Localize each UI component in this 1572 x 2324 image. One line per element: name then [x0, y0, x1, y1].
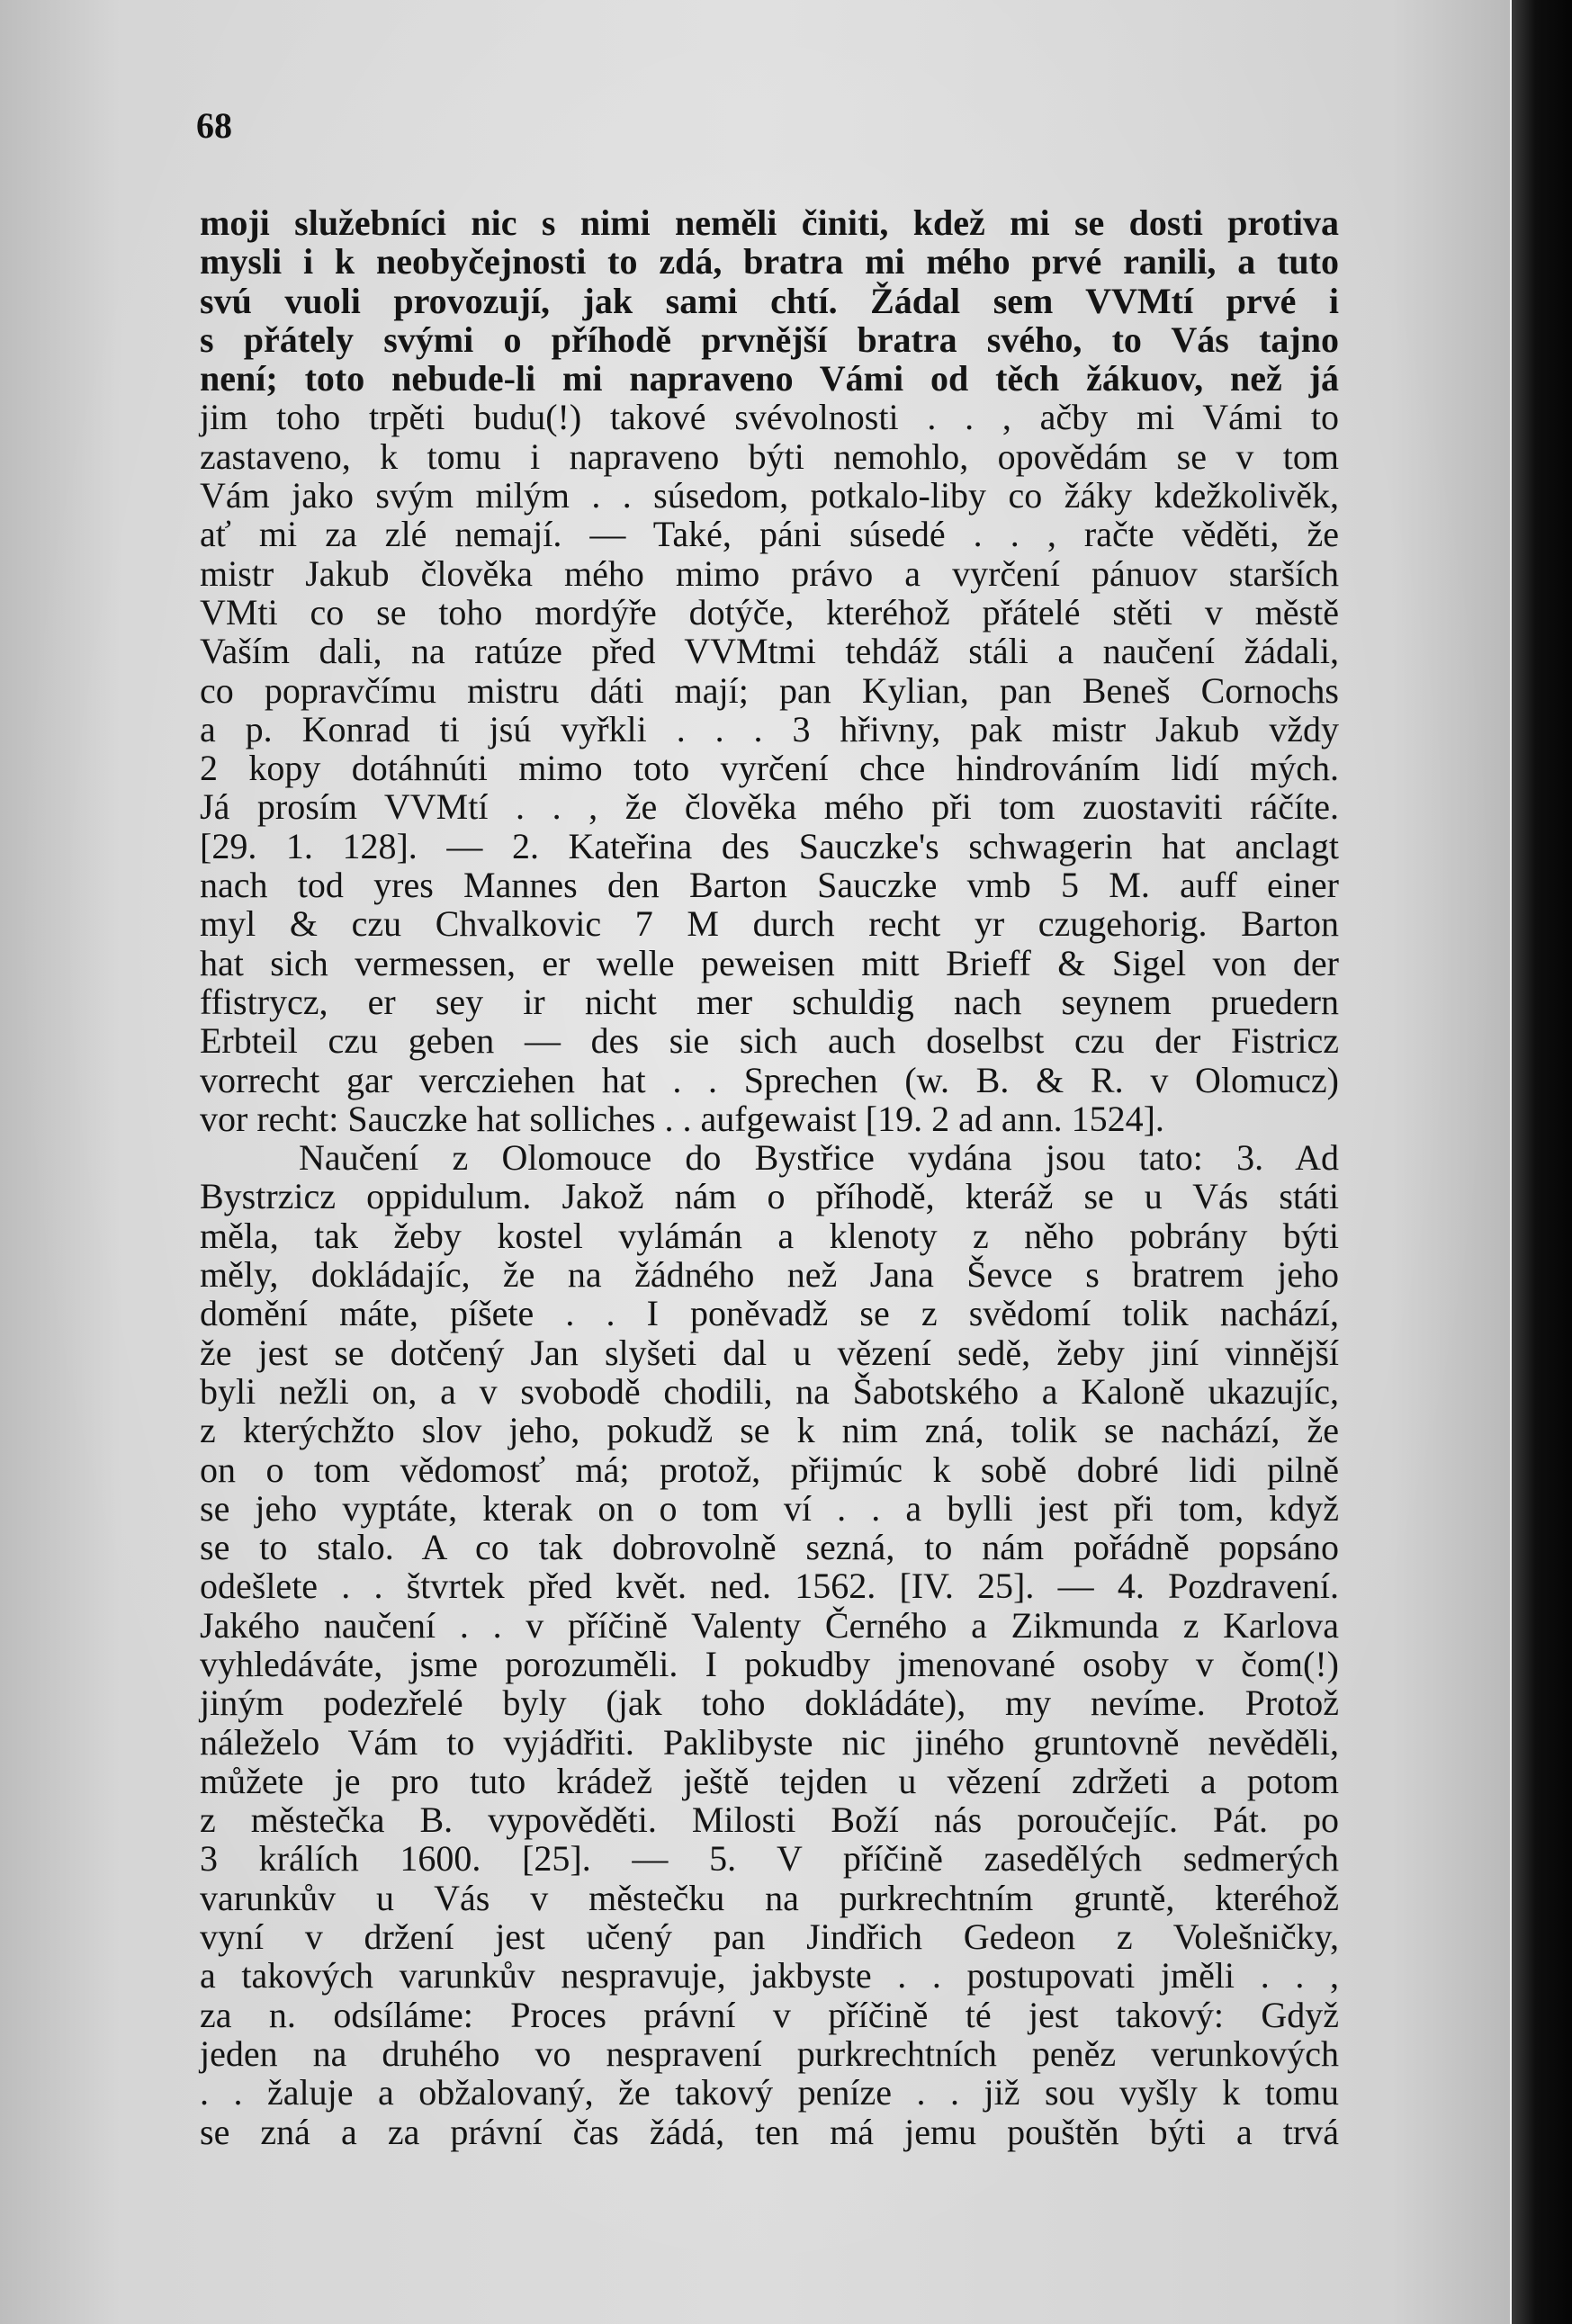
page-number: 68 [196, 105, 232, 146]
text-line: 2 kopy dotáhnúti mimo toto vyrčení chce hindrováním lidí mých. [200, 748, 1339, 789]
text-line: 3 králích 1600. [25]. — 5. V příčině zasedělých sedmerých [200, 1838, 1339, 1880]
text-line: Erbteil czu geben — des sie sich auch doselbst czu der Fistricz [200, 1020, 1339, 1062]
text-line: jim toho trpěti budu(!) takové svévolnosti . . , ačby mi Vámi to [200, 397, 1339, 438]
text-line: co popravčímu mistru dáti mají; pan Kylian, pan Beneš Cornochs [200, 669, 1339, 711]
text-line: můžete je pro tuto krádež ještě tejden u vězení zdržeti a potom [200, 1760, 1339, 1801]
text-line: VMti co se toho mordýře dotýče, kteréhož přátelé stěti v městě [200, 591, 1339, 633]
text-line: vyhledáváte, jsme porozuměli. I pokudby jmenované osoby v čom(!) [200, 1643, 1339, 1684]
text-line: odešlete . . štvrtek před květ. ned. 1562. [IV. 25]. — 4. Pozdravení. [200, 1566, 1339, 1607]
body-text [200, 203, 1339, 2151]
text-line: Bystrzicz oppidulum. Jakož nám o příhodě, kteráž se u Vás státi [200, 1176, 1339, 1217]
text-line: svú vuoli provozují, jak sami chtí. Žádal sem VVMtí prvé i [200, 280, 1339, 321]
text-line: hat sich vermessen, er welle peweisen mitt Brieff & Sigel von der [200, 942, 1339, 983]
text-line: měla, tak žeby kostel vylámán a klenoty z něho pobrány býti [200, 1215, 1339, 1256]
text-line: za n. odsíláme: Proces právní v příčině té jest takový: Gdyž [200, 1994, 1339, 2035]
text-line: [29. 1. 128]. — 2. Kateřina des Sauczke's schwagerin hat anclagt [200, 825, 1339, 866]
text-line: Jakého naučení . . v příčině Valenty Černého a Zikmunda z Karlova [200, 1604, 1339, 1646]
text-line: Vaším dali, na ratúze před VVMtmi tehdáž stáli a naučení žádali, [200, 631, 1339, 672]
text-line: náleželo Vám to vyjádřiti. Paklibyste nic jiného gruntovně nevěděli, [200, 1721, 1339, 1763]
text-line: Vám jako svým milým . . súsedom, potkalo-liby co žáky kdežkolivěk, [200, 475, 1339, 516]
text-line: varunkův u Vás v městečku na purkrechtním gruntě, kteréhož [200, 1877, 1339, 1918]
text-line: on o tom vědomosť má; protož, přijmúc k sobě dobré lidi pilně [200, 1449, 1339, 1490]
text-line: ať mi za zlé nemají. — Také, páni súsedé . . , račte věděti, že [200, 514, 1339, 555]
text-line: . . žaluje a obžalovaný, že takový peníze . . již sou vyšly k tomu [200, 2072, 1339, 2113]
text-line: vor recht: Sauczke hat solliches . . aufgewaist [19. 2 ad ann. 1524]. [200, 1098, 1164, 1139]
text-line: vyní v držení jest učený pan Jindřich Gedeon z Volešničky, [200, 1916, 1339, 1958]
text-line: byli nežli on, a v svobodě chodili, na Šabotského a Kaloně ukazujíc, [200, 1370, 1339, 1412]
text-line: se zná a za právní čas žádá, ten má jemu pouštěn býti a trvá [200, 2111, 1339, 2152]
text-line: mistr Jakub člověka mého mimo právo a vyrčení pánuov starších [200, 552, 1339, 594]
text-line: s přátely svými o příhodě prvnější bratra svého, to Vás tajno [200, 319, 1339, 360]
text-line: mysli i k neobyčejnosti to zdá, bratra mi mého prvé ranili, a tuto [200, 241, 1339, 283]
text-line: měly, dokládajíc, že na žádného než Jana Ševce s bratrem jeho [200, 1254, 1339, 1296]
text-line: vorrecht gar vercziehen hat . . Sprechen (w. B. & R. v Olomucz) [200, 1059, 1339, 1100]
text-line: ffistrycz, er sey ir nicht mer schuldig nach seynem pruedern [200, 981, 1339, 1022]
text-line: myl & czu Chvalkovic 7 M durch recht yr czugehorig. Barton [200, 903, 1339, 945]
scan-dark-margin [1512, 0, 1572, 2324]
text-line: a takových varunkův nespravuje, jakbyste . . postupovati jměli . . , [200, 1955, 1339, 1996]
text-line: Naučení z Olomouce do Bystřice vydána jsou tato: 3. Ad [299, 1137, 1339, 1179]
text-line: zastaveno, k tomu i napraveno býti nemohlo, opovědám se v tom [200, 435, 1339, 477]
text-line: se jeho vyptáte, kterak on o tom ví . . a bylli jest při tom, když [200, 1487, 1339, 1529]
text-line: z kterýchžto slov jeho, pokudž se k nim zná, tolik se nachází, že [200, 1410, 1339, 1451]
text-line: že jest se dotčený Jan slyšeti dal u vězení sedě, žeby jiní vinnější [200, 1332, 1339, 1373]
text-line: Já prosím VVMtí . . , že člověka mého při tom zuostaviti ráčíte. [200, 786, 1339, 828]
text-line: nach tod yres Mannes den Barton Sauczke vmb 5 M. auff einer [200, 865, 1339, 906]
text-line: z městečka B. vypověděti. Milosti Boží nás poroučejíc. Pát. po [200, 1799, 1339, 1841]
text-line: se to stalo. A co tak dobrovolně sezná, to nám pořádně popsáno [200, 1527, 1339, 1568]
text-line: není; toto nebude-li mi napraveno Vámi od těch žákuov, než já [200, 358, 1339, 399]
text-line: jiným podezřelé byly (jak toho dokládáte), my nevíme. Protož [200, 1682, 1339, 1724]
text-line: a p. Konrad ti jsú vyřkli . . . 3 hřivny, pak mistr Jakub vždy [200, 708, 1339, 749]
text-line: domění máte, píšete . . I poněvadž se z svědomí tolik nachází, [200, 1293, 1339, 1334]
text-line: jeden na druhého vo nespravení purkrechtních peněz verunkových [200, 2032, 1339, 2074]
text-line: moji služebníci nic s nimi neměli činiti, kdež mi se dosti protiva [200, 202, 1339, 243]
